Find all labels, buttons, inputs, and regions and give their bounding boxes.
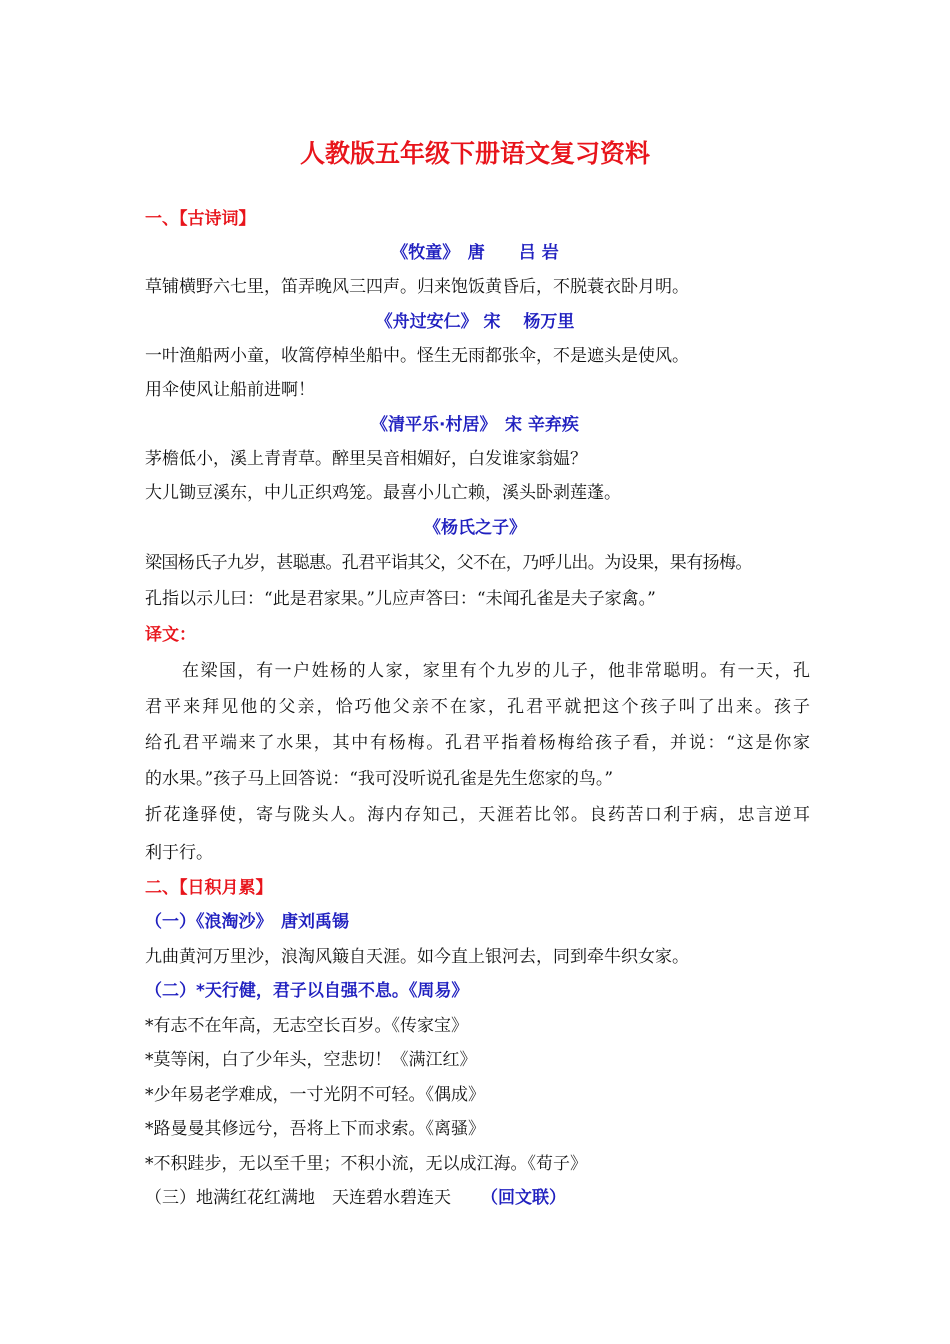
couplet-text: （三）地满红花红满地 天连碧水碧连天 xyxy=(145,1188,451,1208)
poem-line: 草铺横野六七里，笛弄晚风三四声。归来饱饭黄昏后，不脱蓑衣卧月明。 xyxy=(145,277,689,297)
document-title: 人教版五年级下册语文复习资料 xyxy=(299,139,650,168)
section-heading-riji: 二、【日积月累】 xyxy=(145,878,273,898)
couplet-note: （回文联） xyxy=(481,1188,566,1208)
text-line: 梁国杨氏子九岁，甚聪惠。孔君平诣其父，父不在，乃呼儿出。为设果，果有扬梅。 xyxy=(145,553,752,573)
poem-title-yangshi: 《杨氏之子》 xyxy=(424,518,526,538)
text-line: 利于行。 xyxy=(145,843,213,863)
poem-line: 一叶渔船两小童，收篙停棹坐船中。怪生无雨都张伞，不是遮头是使风。 xyxy=(145,346,689,366)
couplet-line xyxy=(145,1183,810,1208)
saying-line: *路曼曼其修远兮，吾将上下而求索。《离骚》 xyxy=(145,1119,485,1139)
poem-note: 用伞使风让船前进啊！ xyxy=(145,380,315,400)
saying-line: *不积跬步，无以至千里；不积小流，无以成江海。《荀子》 xyxy=(145,1154,587,1174)
subsection-title: （二）*天行健，君子以自强不息。《周易》 xyxy=(145,981,469,1001)
subsection-title: （一）《浪淘沙》 唐刘禹锡 xyxy=(145,912,349,932)
text-line: 孔指以示儿曰：“此是君家果。”儿应声答曰：“未闻孔雀是夫子家禽。” xyxy=(145,589,656,609)
text-line: 折花逢驿使，寄与陇头人。海内存知己，天涯若比邻。良药苦口利于病，忠言逆耳 xyxy=(145,805,810,825)
poem-title-qingpingle: 《清平乐·村居》 宋 辛弃疾 xyxy=(371,415,579,435)
poem-title-mutong: 《牧童》 唐 吕 岩 xyxy=(391,243,559,263)
section-heading-poems: 一、【古诗词】 xyxy=(145,209,256,229)
translation-line: 在梁国，有一户姓杨的人家，家里有个九岁的儿子，他非常聪明。有一天，孔 xyxy=(145,661,810,681)
poem-line: 茅檐低小，溪上青青草。醉里吴音相媚好，白发谁家翁媪？ xyxy=(145,449,587,469)
translation-line: 给孔君平端来了水果，其中有杨梅。孔君平指着杨梅给孩子看，并说：“这是你家 xyxy=(145,733,810,753)
saying-line: *莫等闲，白了少年头，空悲切！《满江红》 xyxy=(145,1050,477,1070)
translation-line: 的水果。”孩子马上回答说：“我可没听说孔雀是先生您家的鸟。” xyxy=(145,769,614,789)
translation-label: 译文： xyxy=(145,625,196,645)
saying-line: *少年易老学难成，一寸光阴不可轻。《偶成》 xyxy=(145,1085,485,1105)
poem-title-zhouguo: 《舟过安仁》 宋 杨万里 xyxy=(375,312,575,332)
saying-line: *有志不在年高，无志空长百岁。《传家宝》 xyxy=(145,1016,468,1036)
poem-line: 九曲黄河万里沙，浪淘风簸自天涯。如今直上银河去，同到牵牛织女家。 xyxy=(145,947,689,967)
poem-line: 大儿锄豆溪东，中儿正织鸡笼。最喜小儿亡赖，溪头卧剥莲蓬。 xyxy=(145,483,621,503)
translation-line: 君平来拜见他的父亲，恰巧他父亲不在家，孔君平就把这个孩子叫了出来。孩子 xyxy=(145,697,810,717)
